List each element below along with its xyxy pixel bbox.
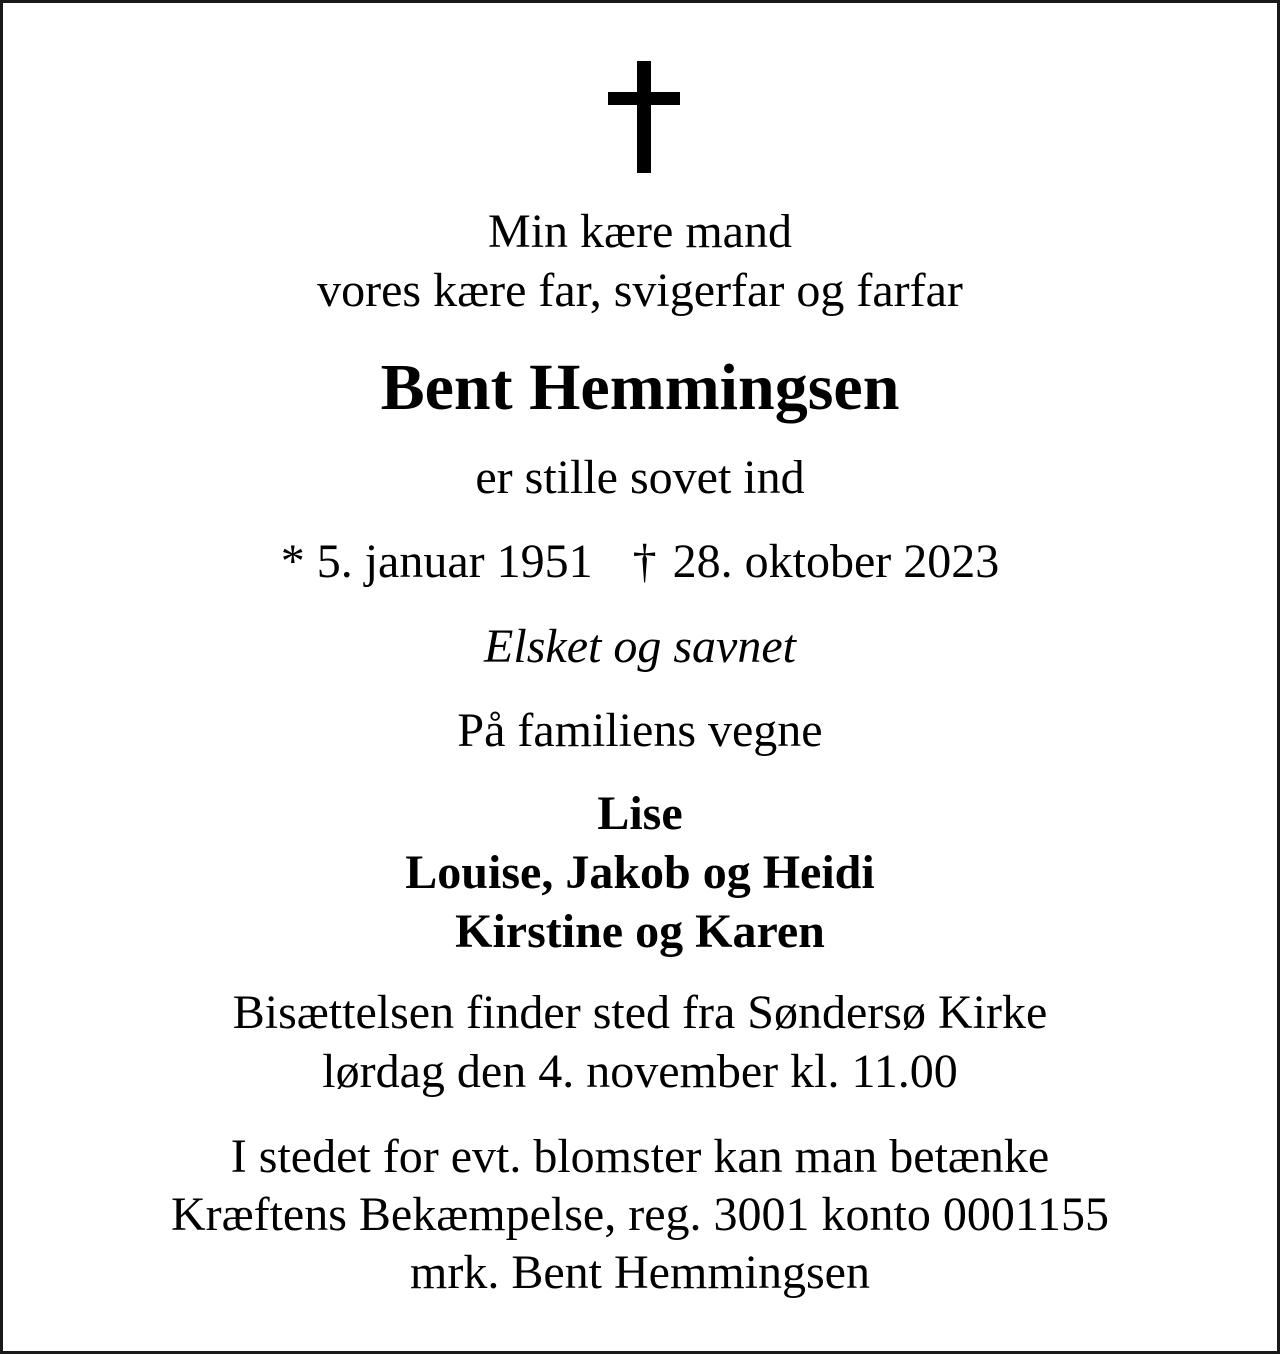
dagger-icon: † <box>632 535 657 588</box>
tribute-line: Elsket og savnet <box>484 620 796 673</box>
donation-line-1: I stedet for evt. blomster kan man betænke <box>230 1130 1050 1183</box>
death-date: 28. oktober 2023 <box>672 535 1000 588</box>
funeral-line-1: Bisættelsen finder sted fra Søndersø Kirke <box>232 986 1048 1039</box>
passing-phrase: er stille sovet ind <box>475 451 805 504</box>
cross-icon <box>608 61 680 173</box>
family-name-2: Louise, Jakob og Heidi <box>405 846 875 899</box>
donation-line-2: Kræftens Bekæmpelse, reg. 3001 konto 0001155 <box>170 1188 1110 1241</box>
donation-line-3: mrk. Bent Hemmingsen <box>410 1246 870 1299</box>
birth-date: * 5. januar 1951 <box>280 535 593 588</box>
family-name-1: Lise <box>597 787 683 840</box>
funeral-line-2: lørdag den 4. november kl. 11.00 <box>322 1045 958 1098</box>
family-name-3: Kirstine og Karen <box>455 905 825 958</box>
signoff-intro: På familiens vegne <box>457 704 823 757</box>
intro-line-2: vores kære far, svigerfar og farfar <box>317 264 963 317</box>
intro-line-1: Min kære mand <box>488 205 792 258</box>
life-dates <box>3 535 1277 588</box>
deceased-name: Bent Hemmingsen <box>380 351 900 424</box>
